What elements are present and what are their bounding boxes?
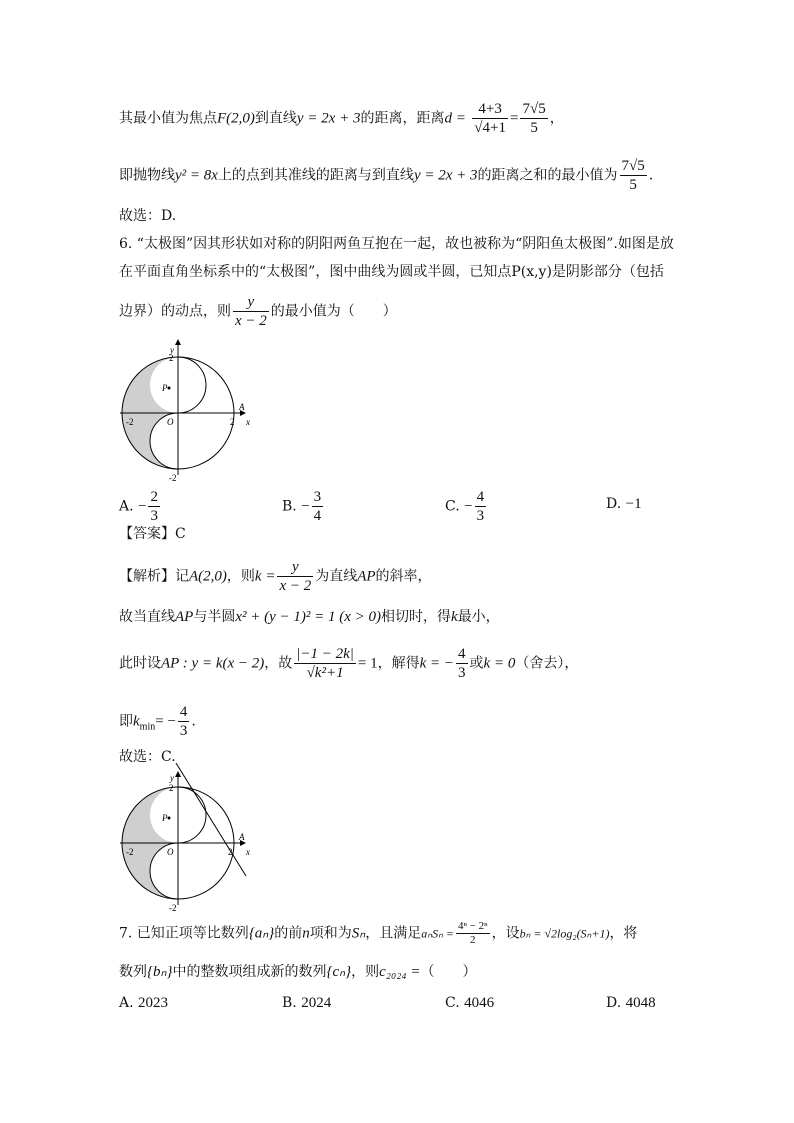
fraction [456,920,490,947]
math: AP : y = k(x − 2) [161,655,265,672]
solution-line-2 [119,157,653,194]
text: 上的点到其准线的距离与到直线 [217,167,414,184]
label-2: 2 [228,847,233,857]
text: ，且满足 [365,925,422,942]
label-neg2: -2 [126,847,134,857]
numerator: 2 [150,489,158,505]
text: 相切时，得 [381,609,452,625]
q7-line-1 [119,920,637,947]
fraction [294,645,356,682]
math: k [451,609,458,625]
text: ，故 [264,655,293,672]
denominator: 5 [530,120,538,136]
denominator: 5 [629,177,637,193]
numerator: y [233,293,269,312]
text: 与半圆 [193,609,236,625]
math: {aₙ} [248,925,275,942]
label-neg2: -2 [169,473,177,483]
tangent-line [176,763,246,876]
text: （舍去）， [515,655,579,672]
text: 的前 [274,925,303,942]
numerator: 7√5 [621,158,645,174]
option-label: C. [445,995,460,1011]
option-a [119,488,162,525]
denominator: 3 [150,508,158,524]
option-value: 2023 [138,995,169,1011]
text: 为直线 [315,568,358,585]
fraction [520,100,547,137]
analysis-line-2 [119,607,500,627]
math: AP [357,568,376,585]
text: ，将 [609,925,638,942]
numerator: 4+3 [472,100,508,119]
text: 7. 已知正项等比数列 [119,925,249,942]
label-p: P [162,813,168,823]
text: 的斜率， [375,568,432,585]
taiji-figure-1 [120,335,260,483]
math: {bₙ} [147,964,173,980]
label-2: 2 [169,783,174,793]
choose-c: 故选：C. [119,749,176,765]
math: Sₙ [351,925,366,942]
option-label: B. [282,498,297,515]
fraction [456,645,468,682]
label-y: y [170,345,174,355]
label-a: A [239,402,245,412]
math: min [139,721,156,733]
option-c [445,488,488,525]
math: = [510,110,519,127]
math: bₙ = √2log₂(Sₙ+1) [519,926,610,941]
shaded-top [122,357,178,413]
label-y: y [170,773,174,783]
text: . [648,167,654,184]
text: 此时设 [119,655,161,672]
math: k = 0 [483,655,516,672]
option-label: D. [606,496,622,512]
fraction [277,558,313,595]
option-b [282,488,325,525]
option-label: C. [445,498,460,515]
numerator: 4 [476,489,485,505]
fraction [312,488,324,525]
text: 的最小值为（ ） [270,303,397,320]
option-d [606,494,642,514]
option-value: 4046 [464,995,495,1011]
numerator: 3 [313,489,322,505]
q6-line-1: 6. “太极图”因其形状如对称的阴阳两鱼互抱在一起，故也被称为“阴阳鱼太极图”.如图是放 [119,236,674,252]
denominator: x − 2 [235,313,267,329]
math: AP [175,609,194,625]
label-o: O [167,417,174,427]
math: A(2,0) [189,568,227,585]
text: 故当直线 [119,609,175,625]
analysis-line-3 [119,645,578,682]
option-label: A. [119,995,134,1011]
math: = − [155,713,176,730]
option-label: A. [119,498,134,515]
fraction [148,488,160,525]
denominator: 4 [313,508,322,524]
text: 或 [469,655,484,672]
solution-line-1 [119,100,564,137]
math: y² = 8x [175,167,218,184]
q6-options [119,480,679,524]
text: 最小， [457,609,500,625]
math: − [301,498,310,515]
denominator: √k²+1 [306,665,344,681]
math: = 1 [357,655,378,672]
denominator: x − 2 [279,578,312,594]
q6-line-2: 在平面直角坐标系中的“太极图”，图中曲线为圆或半圆，已知点P(x,y)是阴影部分（包括 [119,264,664,280]
option-d [606,993,656,1013]
text: （ ） [420,964,477,980]
math: y = 2x + 3 [296,110,361,127]
option-c [445,993,494,1013]
math: − [138,498,147,515]
fraction [178,703,190,740]
math: c₂₀₂₄ = [379,964,421,980]
label-neg2: -2 [126,417,134,427]
text: ，设 [491,925,520,942]
option-label: B. [282,995,297,1011]
math: − [464,498,473,515]
math: F(2,0) [217,110,255,127]
answer: 【答案】C [119,526,186,542]
text: 其最小值为焦点 [119,110,217,127]
math: {cₙ} [326,964,352,980]
numerator: 4 [458,646,466,662]
denominator: 3 [179,723,188,739]
text: 中的整数项组成新的数列 [172,964,327,980]
text: 即抛物线 [119,167,175,184]
option-b [282,993,331,1013]
choose-d: 故选：D. [119,208,177,224]
text: 项和为 [309,925,352,942]
math: y = 2x + 3 [413,167,478,184]
numerator: 4ⁿ − 2ⁿ [457,920,488,932]
math: −1 [625,496,642,512]
analysis-line-1 [119,558,432,595]
taiji-figure-2 [120,770,260,913]
numerator: y [277,558,313,577]
fraction [233,293,269,330]
math: d = [444,110,466,127]
denominator: 3 [458,665,466,681]
text: 的距离之和的最小值为 [477,167,618,184]
math: x² + (y − 1)² = 1 (x > 0) [235,609,382,625]
math: k [133,713,140,730]
label-x: x [246,417,250,427]
option-label: D. [606,995,622,1011]
text: . [191,713,196,730]
text: 即 [119,713,133,730]
math: aₙSₙ = [421,926,454,941]
text: 的距离，距离 [360,110,445,127]
numerator: 7√5 [522,101,546,117]
text: 到直线 [254,110,297,127]
label-p: P [162,383,168,393]
q7-options [119,993,679,1015]
label-o: O [167,847,174,857]
label-2: 2 [169,353,174,363]
text: ，解得 [377,655,420,672]
q6-line-3 [119,293,397,330]
denominator: √4+1 [474,120,506,136]
label-2: 2 [230,417,235,427]
text: 边界）的动点，则 [119,303,231,320]
option-value: 2024 [301,995,332,1011]
q7-line-2 [119,962,477,982]
numerator: 4 [179,704,188,720]
label-neg2: -2 [169,903,177,913]
analysis-line-4 [119,703,196,740]
denominator: 2 [470,934,476,946]
text: ， [549,110,564,127]
text: 数列 [119,964,147,980]
label-x: x [246,847,250,857]
denominator: 3 [476,508,485,524]
fraction [620,157,647,194]
fraction [475,488,487,525]
text: ，则 [226,568,255,585]
fraction [472,100,508,137]
option-value: 4048 [625,995,656,1011]
label-a: A [239,832,245,842]
math: n [302,925,310,942]
math: k = − [419,655,455,672]
text: 【解析】记 [119,568,189,585]
text: ，则 [351,964,380,980]
option-a [119,993,168,1013]
math: k = [254,568,276,585]
numerator: |−1 − 2k| [296,646,354,662]
